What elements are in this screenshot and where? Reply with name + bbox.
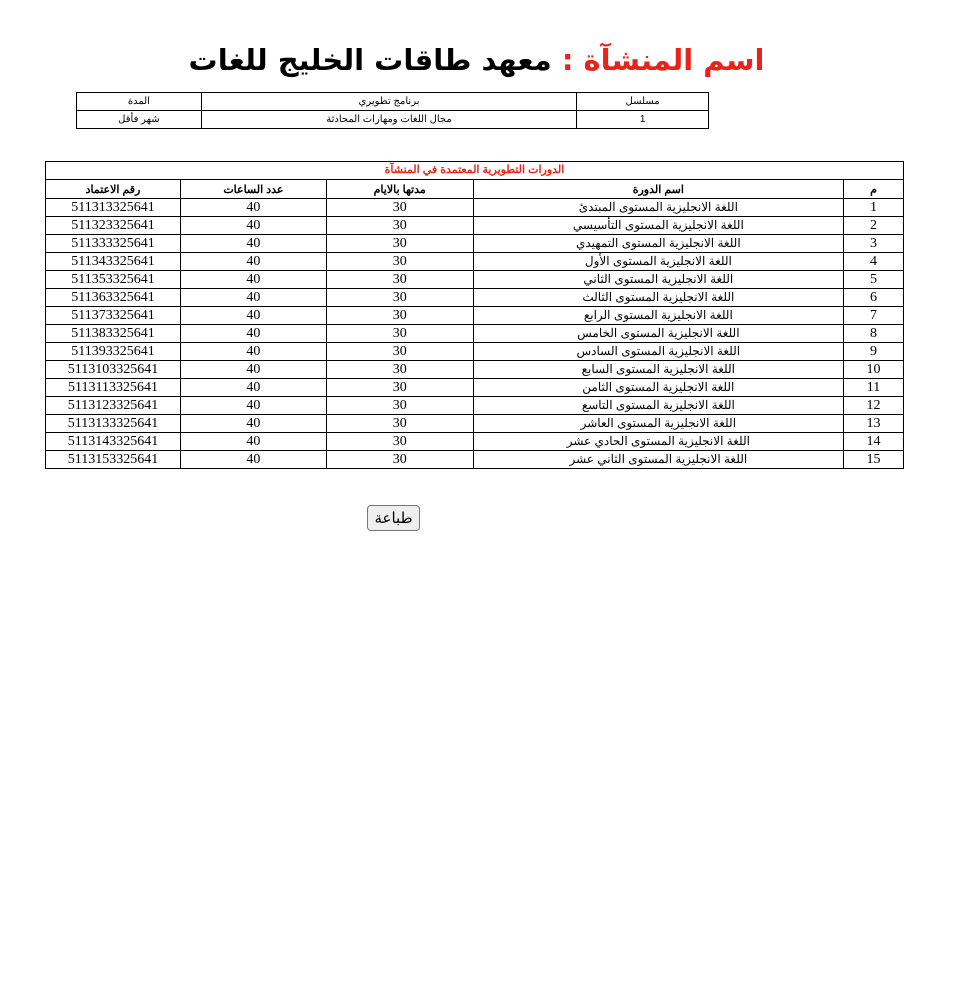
table-row — [46, 397, 904, 415]
table-row — [46, 451, 904, 469]
header-index: م — [844, 180, 904, 199]
courses-table — [45, 161, 904, 469]
cell-index: 2 — [844, 217, 904, 235]
cell-days: 30 — [326, 415, 473, 433]
cell-accreditation: 5113113325641 — [46, 379, 181, 397]
courses-header-row — [46, 180, 904, 199]
header-hours: عدد الساعات — [180, 180, 326, 199]
cell-index: 5 — [844, 271, 904, 289]
cell-index: 9 — [844, 343, 904, 361]
program-header-row — [77, 93, 709, 111]
cell-hours: 40 — [180, 217, 326, 235]
cell-hours: 40 — [180, 325, 326, 343]
header-course-name: اسم الدورة — [473, 180, 843, 199]
cell-index: 12 — [844, 397, 904, 415]
cell-hours: 40 — [180, 397, 326, 415]
cell-index: 4 — [844, 253, 904, 271]
table-row — [46, 235, 904, 253]
cell-hours: 40 — [180, 289, 326, 307]
cell-index: 11 — [844, 379, 904, 397]
courses-caption: الدورات التطويرية المعتمدة في المنشآة — [384, 164, 565, 176]
cell-hours: 40 — [180, 433, 326, 451]
program-data-row — [77, 111, 709, 129]
table-row — [46, 217, 904, 235]
cell-accreditation: 5113143325641 — [46, 433, 181, 451]
table-row — [46, 199, 904, 217]
cell-days: 30 — [326, 433, 473, 451]
cell-hours: 40 — [180, 271, 326, 289]
cell-index: 14 — [844, 433, 904, 451]
cell-index: 3 — [844, 235, 904, 253]
header-accreditation: رقم الاعتماد — [46, 180, 181, 199]
cell-course-name: اللغة الانجليزية المستوى الحادي عشر — [473, 433, 843, 451]
cell-course-name: اللغة الانجليزية المستوى الثاني عشر — [473, 451, 843, 469]
cell-days: 30 — [326, 217, 473, 235]
header-days: مدتها بالايام — [326, 180, 473, 199]
table-row — [46, 271, 904, 289]
cell-course-name: اللغة الانجليزية المستوى السادس — [473, 343, 843, 361]
cell-index: 6 — [844, 289, 904, 307]
program-name: مجال اللغات ومهارات المحادثة — [201, 111, 576, 129]
program-header-duration: المدة — [77, 93, 202, 111]
cell-course-name: اللغة الانجليزية المستوى السابع — [473, 361, 843, 379]
cell-index: 15 — [844, 451, 904, 469]
cell-days: 30 — [326, 199, 473, 217]
facility-label: اسم المنشآة : — [561, 43, 765, 77]
cell-index: 7 — [844, 307, 904, 325]
cell-hours: 40 — [180, 415, 326, 433]
cell-days: 30 — [326, 451, 473, 469]
cell-course-name: اللغة الانجليزية المستوى الرابع — [473, 307, 843, 325]
cell-hours: 40 — [180, 451, 326, 469]
cell-accreditation: 511333325641 — [46, 235, 181, 253]
cell-accreditation: 511353325641 — [46, 271, 181, 289]
cell-hours: 40 — [180, 361, 326, 379]
cell-course-name: اللغة الانجليزية المستوى العاشر — [473, 415, 843, 433]
cell-course-name: اللغة الانجليزية المستوى الثاني — [473, 271, 843, 289]
cell-index: 13 — [844, 415, 904, 433]
table-row — [46, 361, 904, 379]
table-row — [46, 433, 904, 451]
cell-course-name: اللغة الانجليزية المستوى الأول — [473, 253, 843, 271]
cell-course-name: اللغة الانجليزية المستوى التاسع — [473, 397, 843, 415]
cell-accreditation: 5113133325641 — [46, 415, 181, 433]
cell-days: 30 — [326, 379, 473, 397]
table-row — [46, 415, 904, 433]
cell-days: 30 — [326, 289, 473, 307]
cell-accreditation: 511383325641 — [46, 325, 181, 343]
cell-course-name: اللغة الانجليزية المستوى التمهيدي — [473, 235, 843, 253]
cell-accreditation: 511393325641 — [46, 343, 181, 361]
table-row — [46, 343, 904, 361]
print-button[interactable]: طباعة — [367, 505, 420, 531]
cell-accreditation: 511313325641 — [46, 199, 181, 217]
course-rows — [46, 199, 904, 469]
cell-accreditation: 5113123325641 — [46, 397, 181, 415]
cell-accreditation: 5113103325641 — [46, 361, 181, 379]
courses-caption-row — [46, 162, 904, 180]
cell-hours: 40 — [180, 199, 326, 217]
table-row — [46, 289, 904, 307]
table-row — [46, 325, 904, 343]
program-duration: شهر فأقل — [77, 111, 202, 129]
cell-days: 30 — [326, 343, 473, 361]
cell-days: 30 — [326, 271, 473, 289]
page-title — [0, 40, 953, 80]
cell-hours: 40 — [180, 379, 326, 397]
cell-days: 30 — [326, 361, 473, 379]
table-row — [46, 253, 904, 271]
table-row — [46, 379, 904, 397]
cell-days: 30 — [326, 307, 473, 325]
cell-accreditation: 5113153325641 — [46, 451, 181, 469]
cell-accreditation: 511343325641 — [46, 253, 181, 271]
cell-index: 8 — [844, 325, 904, 343]
cell-hours: 40 — [180, 307, 326, 325]
cell-hours: 40 — [180, 253, 326, 271]
cell-course-name: اللغة الانجليزية المستوى الخامس — [473, 325, 843, 343]
program-header-program: برنامج تطويري — [201, 93, 576, 111]
cell-course-name: اللغة الانجليزية المستوى التأسيسي — [473, 217, 843, 235]
cell-hours: 40 — [180, 343, 326, 361]
cell-course-name: اللغة الانجليزية المستوى المبتدئ — [473, 199, 843, 217]
cell-course-name: اللغة الانجليزية المستوى الثامن — [473, 379, 843, 397]
cell-days: 30 — [326, 235, 473, 253]
table-row — [46, 307, 904, 325]
cell-index: 10 — [844, 361, 904, 379]
program-header-serial: مسلسل — [577, 93, 709, 111]
cell-accreditation: 511373325641 — [46, 307, 181, 325]
cell-accreditation: 511323325641 — [46, 217, 181, 235]
cell-index: 1 — [844, 199, 904, 217]
cell-days: 30 — [326, 325, 473, 343]
cell-accreditation: 511363325641 — [46, 289, 181, 307]
cell-days: 30 — [326, 397, 473, 415]
program-table — [76, 92, 709, 129]
program-serial: 1 — [577, 111, 709, 129]
facility-name: معهد طاقات الخليج للغات — [188, 43, 552, 77]
cell-hours: 40 — [180, 235, 326, 253]
cell-days: 30 — [326, 253, 473, 271]
cell-course-name: اللغة الانجليزية المستوى الثالث — [473, 289, 843, 307]
